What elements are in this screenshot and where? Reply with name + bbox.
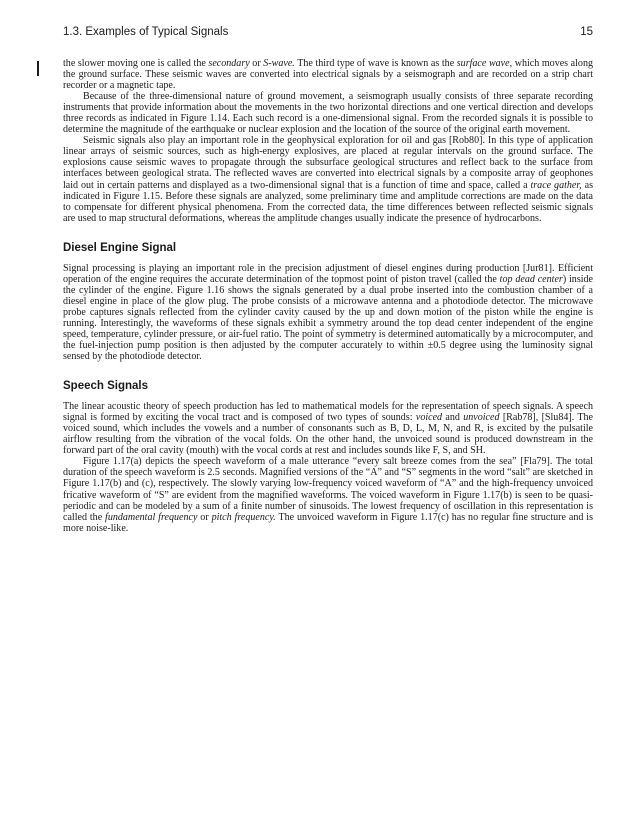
emphasized-term: top dead center (499, 273, 563, 285)
text-run: or (197, 511, 212, 523)
spacer (63, 392, 593, 401)
margin-change-bar (37, 61, 39, 76)
spacer (63, 362, 593, 380)
text-run: The third type of wave is known as the (294, 58, 457, 69)
text-run: or (249, 58, 264, 69)
text-run: the slower moving one is called the (63, 58, 209, 69)
paragraph-diesel-engine (63, 263, 593, 362)
text-run: which moves along the ground surface. These seismic waves are converted into electrical signals by a seismograph and are recorded on a strip chart recorder or a magnetic tape. (63, 58, 594, 92)
spacer (63, 224, 593, 242)
text-run: The linear acoustic theory of speech production has led to mathematical models for the representation of speech signals. A speech signal is formed by exciting the vocal tract and is composed of two types of sounds: (63, 401, 593, 424)
paragraph-speech-waveform (63, 456, 593, 533)
text-run: and (442, 412, 464, 424)
running-header (63, 26, 593, 42)
emphasized-term: pitch frequency. (211, 511, 276, 523)
section-title: 1.3. Examples of Typical Signals (63, 26, 229, 38)
text-run: ) inside the cylinder of the engine. Figure 1.16 shows the signals generated by a dual probe inserted into the combustion chamber of a diesel engine in place of the glow plug. The probe consists of a microwave antenna and a photodiode detector. The microwave probe captures signals reflected from the cylinder cavity caused by the up and down motion of the piston while the engine is running. Interestingly, the waveforms of these signals exhibit a symmetry around the top dead center independent of the engine speed, temperature, cylinder pressure, or air-fuel ratio. The point of symmetry is determined automatically by a microcomputer, and the fuel-injection pump position is then adjusted by the computer accurately to within ±0.5 degree using the luminosity signal sensed by the photodiode detector. (63, 273, 593, 363)
emphasized-term: trace gather, (530, 179, 582, 191)
heading-diesel-engine-signal: Diesel Engine Signal (63, 241, 177, 254)
emphasized-term: unvoiced (463, 412, 500, 424)
paragraph-geophysical-exploration (63, 135, 593, 223)
text-run: as indicated in Figure 1.15. Before these signals are analyzed, some preliminary time and amplitude corrections are made on the data to compensate for different physical phenomena. From the corrected data, the time differences between reflected seismic signals are used to map structural deformations, whereas the amplitude changes usually indicate the presence of hydrocarbons. (63, 179, 593, 224)
text-run: Figure 1.17(a) depicts the speech waveform of a male utterance “every salt breeze comes from the sea” [Fla79]. The total duration of the speech waveform is 2.5 seconds. Magnified versions of the “A” and “S” segments in the word “salt” are sketched in Figure 1.17(b) and (c), respectively. The slowly varying low-frequency voiced waveform of “A” and the high-frequency unvoiced fricative waveform of “S” are evident from the magnified waveforms. The voiced waveform in Figure 1.17(b) is seen to be quasi-periodic and can be modeled by a sum of a finite number of sinusoids. The lowest frequency of oscillation in this representation is called the (63, 456, 593, 523)
text-run: [Rab78], [Slu84]. The voiced sound, which includes the vowels and a number of consonants such as B, D, L, M, N, and R, is excited by the pulsatile airflow resulting from the vibration of the vocal folds. On the other hand, the unvoiced sound is produced downstream in the forward part of the oral cavity (mouth) with the vocal cords at rest and includes sounds like F, S, and SH. (63, 412, 593, 457)
paragraph-speech-production (63, 401, 593, 456)
emphasized-term: fundamental frequency (105, 511, 198, 523)
emphasized-term: surface wave, (456, 58, 513, 69)
paragraph-seismograph (63, 91, 593, 135)
page-body (63, 58, 593, 534)
emphasized-term: voiced (415, 412, 443, 424)
text-run: The unvoiced waveform in Figure 1.17(c) has no regular fine structure and is more noise-like. (63, 511, 593, 534)
text-run: Signal processing is playing an important role in the precision adjustment of diesel engines during production [Jur81]. Efficient operation of the engine requires the accurate determination of the topmost point of piston travel (called the (63, 262, 593, 285)
page-number: 15 (580, 26, 593, 38)
emphasized-term: S-wave. (263, 58, 295, 69)
heading-speech-signals: Speech Signals (63, 380, 149, 393)
emphasized-term: secondary (208, 58, 250, 69)
text-run: Because of the three-dimensional nature of ground movement, a seismograph usually consists of three separate recording instruments that provide information about the movements in the two horizontal directions and one vertical direction and develops three records as indicated in Figure 1.14. Each such record is a one-dimensional signal. From the recorded signals it is possible to determine the magnitude of the earthquake or nuclear explosion and the location of the source of the original earth movement. (63, 91, 593, 136)
spacer (63, 254, 593, 263)
text-run: Seismic signals also play an important role in the geophysical exploration for oil and gas [Rob80]. In this type of application linear arrays of seismic sources, such as high-energy explosives, are placed at regular intervals on the ground surface. The explosions cause seismic waves to propagate through the subsurface geological structures and reflect back to the surface from interfaces between geological strata. The reflected waves are converted into electrical signals by a composite array of geophones laid out in certain patterns and displayed as a two-dimensional signal that is a function of time and space, called a (63, 135, 593, 191)
paragraph-seismic-waves (63, 58, 593, 91)
